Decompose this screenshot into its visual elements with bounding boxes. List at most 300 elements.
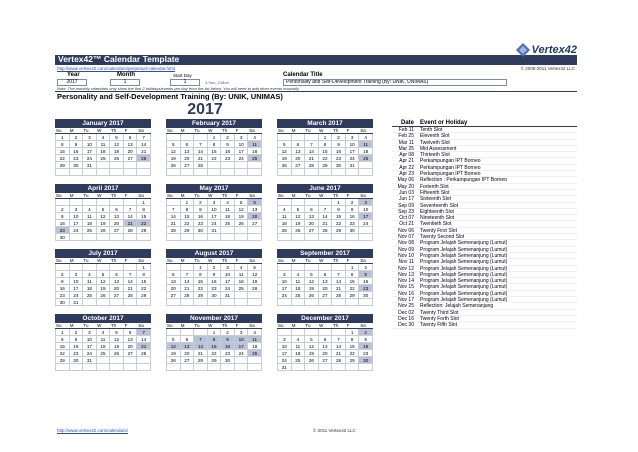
weekday-name: Tu <box>194 128 200 133</box>
event-name: Seventeenth Slot <box>420 202 459 208</box>
day-cell: 20 <box>110 285 124 292</box>
month-calendar <box>166 184 262 241</box>
day-cell: 21 <box>332 350 346 357</box>
day-cell: 2 <box>56 206 70 213</box>
day-cell: 19 <box>305 350 319 357</box>
day-cell: 7 <box>332 271 346 278</box>
day-cell: 24 <box>235 155 249 162</box>
month-title: December 2017 <box>277 314 373 323</box>
day-cell: 2 <box>221 329 235 336</box>
event-name: Program Jelajah Semenanjung (Lumut) <box>420 252 508 259</box>
weekday-name: F <box>346 323 350 328</box>
day-cell: 10 <box>235 141 249 148</box>
day-cell: 21 <box>167 220 181 227</box>
empty-cell <box>70 169 84 176</box>
day-cell: 18 <box>221 213 235 220</box>
weekday-name: F <box>124 323 128 328</box>
event-name: Tenth Slot <box>420 127 443 133</box>
empty-cell <box>235 169 249 176</box>
day-cell: 21 <box>181 285 195 292</box>
day-grid <box>277 329 373 371</box>
empty-cell <box>181 264 195 271</box>
day-cell: 8 <box>137 206 151 213</box>
weekday-name: Sa <box>249 323 255 328</box>
events-event-header: Event or Holiday <box>420 120 468 126</box>
day-cell: 18 <box>83 285 97 292</box>
day-cell: 13 <box>124 141 138 148</box>
day-cell: 8 <box>346 336 360 343</box>
empty-cell <box>305 264 319 271</box>
day-cell: 29 <box>346 357 360 364</box>
day-cell: 28 <box>181 292 195 299</box>
day-cell: 9 <box>346 206 360 213</box>
day-cell: 3 <box>221 264 235 271</box>
month-input[interactable]: 1 <box>110 79 140 86</box>
day-cell: 28 <box>124 227 138 234</box>
empty-cell <box>137 169 151 176</box>
day-cell: 15 <box>181 213 195 220</box>
month-calendar <box>277 184 373 241</box>
empty-cell <box>278 134 292 141</box>
day-cell: 21 <box>137 148 151 155</box>
day-cell: 27 <box>248 220 262 227</box>
weekday-name: Th <box>221 193 228 198</box>
day-cell: 17 <box>70 285 84 292</box>
day-cell: 25 <box>292 357 306 364</box>
empty-cell <box>359 227 373 234</box>
template-title: Vertex42™ Calendar Template <box>58 54 180 64</box>
day-cell: 6 <box>167 271 181 278</box>
day-cell: 2 <box>359 329 373 336</box>
day-cell: 30 <box>332 162 346 169</box>
month-calendar <box>55 249 151 306</box>
weekday-name: Sa <box>249 258 255 263</box>
weekday-name: F <box>124 128 128 133</box>
day-cell: 11 <box>221 206 235 213</box>
empty-cell <box>235 299 249 306</box>
empty-cell <box>137 162 151 169</box>
empty-cell <box>221 169 235 176</box>
day-cell: 5 <box>110 134 124 141</box>
day-cell: 30 <box>70 357 84 364</box>
day-cell: 24 <box>83 155 97 162</box>
event-date: Mar 25 <box>398 145 414 152</box>
day-cell: 20 <box>319 350 333 357</box>
day-cell: 23 <box>70 350 84 357</box>
weekday-name: F <box>235 128 239 133</box>
day-cell: 23 <box>56 227 70 234</box>
day-cell: 19 <box>167 350 181 357</box>
weekday-name: Sa <box>360 258 366 263</box>
event-date: Dec 30 <box>398 322 414 329</box>
month-title: November 2017 <box>166 314 262 323</box>
day-cell: 8 <box>346 271 360 278</box>
day-cell: 15 <box>346 278 360 285</box>
day-cell: 20 <box>124 148 138 155</box>
day-cell: 23 <box>208 285 222 292</box>
month-title: October 2017 <box>55 314 151 323</box>
day-cell: 13 <box>110 213 124 220</box>
empty-cell <box>305 134 319 141</box>
day-cell: 19 <box>235 213 249 220</box>
event-name: Reflection : Perkampungan IPT Borneo <box>420 177 507 183</box>
day-cell: 13 <box>292 148 306 155</box>
day-cell: 28 <box>305 162 319 169</box>
start-day-note: 1:Sun, 2:Mon <box>205 80 229 85</box>
month-calendar <box>55 184 151 241</box>
day-cell: 23 <box>346 220 360 227</box>
empty-cell <box>167 299 181 306</box>
day-cell: 13 <box>124 336 138 343</box>
weekday-name: M <box>180 128 185 133</box>
day-cell: 26 <box>167 162 181 169</box>
weekday-name: Su <box>167 323 173 328</box>
empty-cell <box>70 199 84 206</box>
day-cell: 1 <box>332 199 346 206</box>
empty-cell <box>167 169 181 176</box>
day-cell: 23 <box>221 350 235 357</box>
empty-cell <box>305 169 319 176</box>
day-grid <box>166 199 262 241</box>
day-cell: 31 <box>278 364 292 371</box>
weekday-name: M <box>291 323 296 328</box>
empty-cell <box>305 329 319 336</box>
footer-link[interactable]: http://www.vertex42.com/calendars/ <box>57 428 129 433</box>
event-date: Apr 08 <box>399 152 414 159</box>
day-cell: 5 <box>110 329 124 336</box>
day-cell: 10 <box>235 336 249 343</box>
empty-cell <box>124 364 138 371</box>
day-cell: 13 <box>319 343 333 350</box>
event-date: Apr 22 <box>399 164 414 171</box>
day-cell: 29 <box>181 227 195 234</box>
day-cell: 9 <box>221 336 235 343</box>
empty-cell <box>167 134 181 141</box>
day-cell: 18 <box>97 148 111 155</box>
weekday-name: Sa <box>138 128 144 133</box>
day-cell: 30 <box>208 292 222 299</box>
day-cell: 17 <box>83 148 97 155</box>
empty-cell <box>235 227 249 234</box>
day-cell: 5 <box>235 199 249 206</box>
day-cell: 15 <box>319 148 333 155</box>
empty-cell <box>124 299 138 306</box>
empty-cell <box>208 364 222 371</box>
event-name: Eighteenth Slot <box>420 208 454 215</box>
event-name: Program Jelajah Semenanjung (Lumut) <box>420 271 508 278</box>
day-cell: 3 <box>235 329 249 336</box>
day-cell: 1 <box>137 264 151 271</box>
empty-cell <box>319 329 333 336</box>
calendar-subtitle: Personality and Self-Development Training (By: UNIK, UNIMAS) <box>57 92 283 101</box>
day-cell: 14 <box>194 343 208 350</box>
day-cell: 30 <box>359 292 373 299</box>
month-calendar <box>277 314 373 371</box>
event-name: Program Jelajah Semenanjung (Lumut) <box>420 297 508 303</box>
empty-cell <box>181 299 195 306</box>
day-cell: 19 <box>97 285 111 292</box>
day-cell: 3 <box>278 271 292 278</box>
day-cell: 24 <box>70 292 84 299</box>
weekday-name: W <box>319 258 324 263</box>
year-input[interactable]: 2017 <box>57 79 87 86</box>
event-date: Nov 12 <box>398 265 414 272</box>
notes-text: Note: The monthly calendars only show the first 2 holidays/events per day from the list below. You will need to add other events manually. <box>55 86 577 92</box>
event-date: Nov 13 <box>398 271 414 278</box>
start-day-label: Start Day <box>173 73 192 78</box>
day-cell: 16 <box>56 220 70 227</box>
day-cell: 31 <box>83 162 97 169</box>
start-day-input[interactable]: 1 <box>170 79 200 86</box>
weekday-name: Th <box>221 128 228 133</box>
day-cell: 20 <box>181 350 195 357</box>
day-cell: 7 <box>305 141 319 148</box>
weekday-name: Tu <box>83 128 89 133</box>
empty-cell <box>97 364 111 371</box>
day-cell: 26 <box>248 285 262 292</box>
empty-cell <box>346 169 360 176</box>
day-cell: 15 <box>194 278 208 285</box>
weekday-name: M <box>291 193 296 198</box>
day-cell: 17 <box>359 213 373 220</box>
day-cell: 27 <box>319 357 333 364</box>
empty-cell <box>319 264 333 271</box>
weekday-name: Sa <box>249 128 255 133</box>
day-cell: 21 <box>319 220 333 227</box>
event-date: Nov 08 <box>398 240 414 247</box>
day-cell: 13 <box>181 148 195 155</box>
day-cell: 11 <box>83 213 97 220</box>
day-cell: 7 <box>137 134 151 141</box>
event-date: May 20 <box>397 183 414 190</box>
empty-cell <box>278 299 292 306</box>
day-grid <box>166 264 262 306</box>
day-cell: 26 <box>305 357 319 364</box>
month-title: January 2017 <box>55 119 151 128</box>
day-cell: 17 <box>70 220 84 227</box>
day-cell: 18 <box>278 220 292 227</box>
empty-cell <box>221 227 235 234</box>
empty-cell <box>124 357 138 364</box>
day-cell: 6 <box>181 336 195 343</box>
day-cell: 7 <box>181 271 195 278</box>
template-link[interactable]: http://www.vertex42.com/calendars/perpetual-calendar.html <box>57 66 176 71</box>
empty-cell <box>305 199 319 206</box>
day-cell: 22 <box>319 155 333 162</box>
day-cell: 15 <box>208 148 222 155</box>
weekday-name: Su <box>278 258 284 263</box>
settings-input-row <box>55 79 577 86</box>
day-cell: 16 <box>70 343 84 350</box>
event-date: Dec 16 <box>398 315 414 322</box>
day-cell: 2 <box>70 329 84 336</box>
empty-cell <box>56 169 70 176</box>
month-title: April 2017 <box>55 184 151 193</box>
month-grid <box>55 119 369 371</box>
day-cell: 25 <box>83 227 97 234</box>
empty-cell <box>70 364 84 371</box>
event-date: Dec 02 <box>398 309 414 316</box>
day-cell: 3 <box>83 329 97 336</box>
day-cell: 27 <box>292 162 306 169</box>
day-cell: 21 <box>137 343 151 350</box>
day-cell: 10 <box>208 206 222 213</box>
day-cell: 17 <box>278 350 292 357</box>
footer-copyright: © 2011 Vertex42 LLC <box>313 428 356 433</box>
day-cell: 7 <box>194 141 208 148</box>
day-cell: 31 <box>70 299 84 306</box>
day-cell: 1 <box>208 134 222 141</box>
day-cell: 13 <box>181 343 195 350</box>
day-cell: 1 <box>56 329 70 336</box>
empty-cell <box>181 169 195 176</box>
day-cell: 12 <box>97 213 111 220</box>
weekday-name: M <box>69 323 74 328</box>
day-cell: 24 <box>83 350 97 357</box>
day-cell: 12 <box>235 206 249 213</box>
event-name: Sixteenth Slot <box>420 196 451 202</box>
day-cell: 12 <box>97 278 111 285</box>
day-cell: 6 <box>110 206 124 213</box>
empty-cell <box>83 299 97 306</box>
empty-cell <box>332 234 346 241</box>
weekday-name: Tu <box>194 323 200 328</box>
empty-cell <box>124 264 138 271</box>
day-cell: 18 <box>235 278 249 285</box>
day-cell: 16 <box>221 148 235 155</box>
empty-cell <box>56 364 70 371</box>
day-cell: 4 <box>292 336 306 343</box>
day-cell: 23 <box>332 155 346 162</box>
weekday-name: W <box>319 323 324 328</box>
day-cell: 10 <box>278 343 292 350</box>
month-calendar <box>166 249 262 306</box>
day-cell: 20 <box>248 213 262 220</box>
day-cell: 11 <box>292 343 306 350</box>
empty-cell <box>332 169 346 176</box>
weekday-name: F <box>346 193 350 198</box>
weekday-name: Sa <box>138 258 144 263</box>
weekday-name: Sa <box>138 323 144 328</box>
events-table <box>392 119 577 329</box>
day-cell: 5 <box>305 271 319 278</box>
day-cell: 31 <box>221 292 235 299</box>
day-cell: 6 <box>110 271 124 278</box>
empty-cell <box>278 329 292 336</box>
empty-cell <box>110 299 124 306</box>
day-cell: 27 <box>167 292 181 299</box>
empty-cell <box>137 364 151 371</box>
empty-cell <box>83 234 97 241</box>
event-date: Nov 10 <box>398 252 414 259</box>
day-cell: 2 <box>70 134 84 141</box>
empty-cell <box>110 364 124 371</box>
day-cell: 20 <box>305 220 319 227</box>
month-calendar <box>277 249 373 306</box>
day-cell: 23 <box>359 350 373 357</box>
event-date: Oct 07 <box>399 215 414 222</box>
month-title: May 2017 <box>166 184 262 193</box>
empty-cell <box>278 264 292 271</box>
day-cell: 13 <box>167 278 181 285</box>
weekday-name: W <box>97 258 102 263</box>
weekday-name: Su <box>56 258 62 263</box>
empty-cell <box>110 234 124 241</box>
day-cell: 4 <box>248 134 262 141</box>
weekday-name: Th <box>332 128 339 133</box>
empty-cell <box>110 264 124 271</box>
day-cell: 14 <box>167 213 181 220</box>
day-cell: 16 <box>332 148 346 155</box>
day-cell: 10 <box>278 278 292 285</box>
day-cell: 9 <box>208 271 222 278</box>
empty-cell <box>194 364 208 371</box>
day-cell: 7 <box>194 336 208 343</box>
event-name: Program Jelajah Semenanjung (Lumut) <box>420 265 508 271</box>
empty-cell <box>292 169 306 176</box>
weekday-name: F <box>346 258 350 263</box>
calendar-title-input[interactable]: Personality and Self-Development Training (By: UNIK, UNIMAS) <box>283 79 507 86</box>
weekday-name: M <box>291 258 296 263</box>
empty-cell <box>332 299 346 306</box>
day-cell: 25 <box>97 350 111 357</box>
event-date: Feb 11 <box>398 127 414 133</box>
day-cell: 17 <box>208 213 222 220</box>
weekday-name: W <box>208 128 213 133</box>
weekday-name: F <box>124 193 128 198</box>
empty-cell <box>97 199 111 206</box>
day-cell: 21 <box>305 155 319 162</box>
event-name: Program Jelajah Semenanjung (Lumut) <box>420 240 508 246</box>
empty-cell <box>194 134 208 141</box>
weekday-name: Th <box>332 323 339 328</box>
empty-cell <box>359 234 373 241</box>
empty-cell <box>167 264 181 271</box>
month-title: June 2017 <box>277 184 373 193</box>
day-cell: 26 <box>110 350 124 357</box>
empty-cell <box>97 169 111 176</box>
day-cell: 28 <box>319 227 333 234</box>
empty-cell <box>70 264 84 271</box>
day-cell: 4 <box>248 329 262 336</box>
day-cell: 22 <box>346 285 360 292</box>
day-cell: 11 <box>83 278 97 285</box>
event-date: Feb 25 <box>398 133 414 140</box>
day-cell: 27 <box>305 227 319 234</box>
event-date: Nov 16 <box>398 290 414 297</box>
day-cell: 20 <box>181 155 195 162</box>
day-cell: 14 <box>332 343 346 350</box>
day-cell: 12 <box>292 213 306 220</box>
weekday-name: M <box>69 258 74 263</box>
day-cell: 3 <box>83 134 97 141</box>
empty-cell <box>319 199 333 206</box>
empty-cell <box>181 134 195 141</box>
day-cell: 6 <box>319 271 333 278</box>
day-cell: 11 <box>97 141 111 148</box>
day-cell: 5 <box>278 141 292 148</box>
day-cell: 29 <box>56 162 70 169</box>
empty-cell <box>332 364 346 371</box>
empty-cell <box>319 169 333 176</box>
event-name: Twelveth Slot <box>420 139 450 145</box>
day-cell: 10 <box>83 141 97 148</box>
day-cell: 8 <box>181 206 195 213</box>
day-cell: 8 <box>208 336 222 343</box>
empty-cell <box>248 227 262 234</box>
weekday-name: M <box>291 128 296 133</box>
day-cell: 18 <box>83 220 97 227</box>
